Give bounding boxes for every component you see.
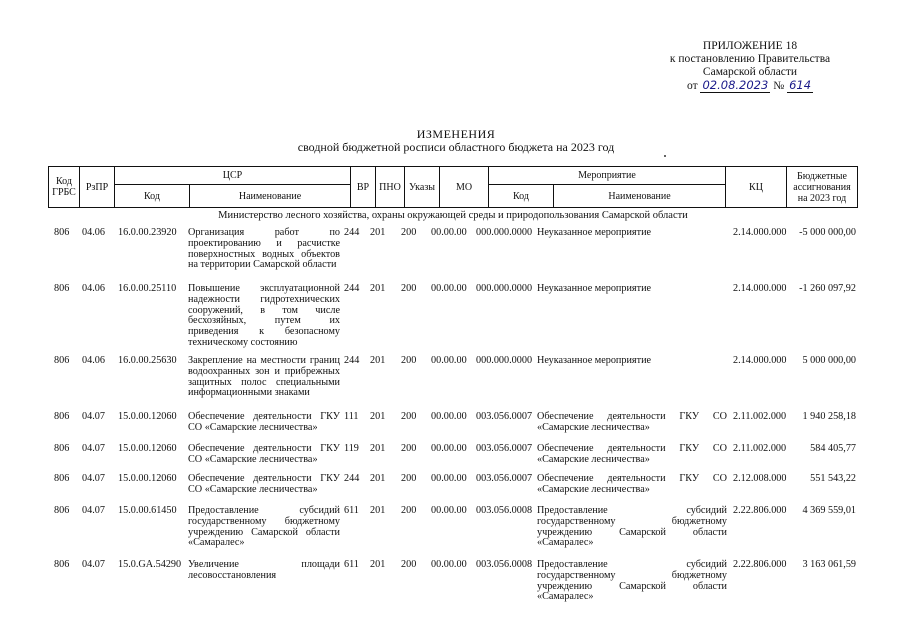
cell-ukaz: 200 — [401, 411, 417, 422]
cell-rzpr: 04.07 — [82, 505, 105, 516]
cell-grbs: 806 — [54, 411, 70, 422]
cell-sum: 551 543,22 — [810, 473, 856, 484]
table-row — [48, 474, 858, 504]
cell-meropr-kod: 003.056.0008 — [476, 505, 533, 516]
cell-grbs: 806 — [54, 283, 70, 294]
cell-meropr-name: Обеспечение деятельности ГКУ СО «Самарские лесничества» — [537, 443, 727, 465]
cell-ukaz: 200 — [401, 355, 417, 366]
cell-vr: 244 — [344, 227, 360, 238]
cell-mo: 00.00.00 — [431, 443, 467, 454]
table-row — [48, 412, 858, 442]
cell-ukaz: 200 — [401, 283, 417, 294]
header-csr: ЦСР — [115, 167, 351, 185]
table-row — [48, 506, 858, 558]
cell-sum: -1 260 097,92 — [799, 283, 856, 294]
cell-sum: -5 000 000,00 — [799, 227, 856, 238]
cell-grbs: 806 — [54, 355, 70, 366]
handwritten-date: 02.08.2023 — [702, 78, 769, 92]
cell-csr-name: Закрепление на местности границ водоохранных зон и прибрежных защитных полос специальными информационными знаками — [188, 355, 340, 399]
cell-rzpr: 04.06 — [82, 355, 105, 366]
table-row — [48, 284, 858, 354]
cell-grbs: 806 — [54, 473, 70, 484]
cell-grbs: 806 — [54, 559, 70, 570]
header-kc: КЦ — [726, 167, 787, 208]
cell-kc: 2.22.806.000 — [733, 559, 787, 570]
cell-sum: 5 000 000,00 — [802, 355, 856, 366]
cell-pno: 201 — [370, 505, 386, 516]
cell-rzpr: 04.06 — [82, 227, 105, 238]
cell-kc: 2.14.000.000 — [733, 227, 787, 238]
header-csr-kod: Код — [115, 185, 190, 208]
cell-rzpr: 04.07 — [82, 443, 105, 454]
cell-pno: 201 — [370, 355, 386, 366]
header-ukaz: Указы — [405, 167, 440, 208]
cell-meropr-kod: 003.056.0007 — [476, 473, 533, 484]
cell-pno: 201 — [370, 473, 386, 484]
cell-meropr-name: Предоставление субсидий государственному бюджетному учреждению Самарской области «Самаралес» — [537, 505, 727, 549]
cell-sum: 3 163 061,59 — [802, 559, 856, 570]
cell-vr: 244 — [344, 355, 360, 366]
cell-vr: 111 — [344, 411, 359, 422]
cell-kc: 2.14.000.000 — [733, 283, 787, 294]
table-row — [48, 444, 858, 472]
header-meropr-name: Наименование — [554, 185, 726, 208]
header-meropr-kod: Код — [489, 185, 554, 208]
cell-csr-name: Повышение эксплуатационной надежности гидротехнических сооружений, в том числе бесхозяйных, путем их приведения к безопасному техническому состоянию — [188, 283, 340, 348]
cell-meropr-kod: 000.000.0000 — [476, 227, 533, 238]
cell-csr-kod: 15.0.00.12060 — [118, 473, 177, 484]
cell-sum: 4 369 559,01 — [802, 505, 856, 516]
cell-csr-kod: 16.0.00.25630 — [118, 355, 177, 366]
cell-mo: 00.00.00 — [431, 411, 467, 422]
cell-grbs: 806 — [54, 443, 70, 454]
header-grbs: Код ГРБС — [49, 167, 80, 208]
header-mo: МО — [440, 167, 489, 208]
cell-meropr-name: Обеспечение деятельности ГКУ СО «Самарские лесничества» — [537, 411, 727, 433]
cell-vr: 611 — [344, 559, 359, 570]
header-pno: ПНО — [376, 167, 405, 208]
cell-kc: 2.22.806.000 — [733, 505, 787, 516]
cell-vr: 119 — [344, 443, 359, 454]
cell-mo: 00.00.00 — [431, 355, 467, 366]
handwritten-number: 614 — [789, 78, 812, 92]
cell-csr-kod: 15.0.00.61450 — [118, 505, 177, 516]
cell-meropr-name: Неуказанное мероприятие — [537, 283, 652, 294]
cell-vr: 244 — [344, 283, 360, 294]
cell-meropr-name: Обеспечение деятельности ГКУ СО «Самарские лесничества» — [537, 473, 727, 495]
number-prefix: № — [773, 80, 785, 92]
cell-rzpr: 04.07 — [82, 473, 105, 484]
cell-rzpr: 04.06 — [82, 283, 105, 294]
cell-csr-kod: 16.0.00.25110 — [118, 283, 177, 294]
cell-vr: 244 — [344, 473, 360, 484]
cell-csr-name: Увеличение площади лесовосстановления — [188, 559, 340, 581]
cell-meropr-kod: 000.000.0000 — [476, 283, 533, 294]
cell-csr-kod: 15.0.00.12060 — [118, 443, 177, 454]
cell-meropr-kod: 000.000.0000 — [476, 355, 533, 366]
cell-grbs: 806 — [54, 227, 70, 238]
table-header — [48, 166, 858, 208]
cell-meropr-name: Неуказанное мероприятие — [537, 355, 652, 366]
cell-ukaz: 200 — [401, 559, 417, 570]
cell-meropr-kod: 003.056.0007 — [476, 411, 533, 422]
cell-sum: 1 940 258,18 — [802, 411, 856, 422]
cell-mo: 00.00.00 — [431, 227, 467, 238]
cell-kc: 2.12.008.000 — [733, 473, 787, 484]
cell-csr-kod: 15.0.00.12060 — [118, 411, 177, 422]
cell-pno: 201 — [370, 227, 386, 238]
table-row — [48, 559, 858, 603]
header-rzpr: РзПР — [80, 167, 115, 208]
ministry-heading: Министерство лесного хозяйства, охраны окружающей среды и природопользования Самарской области — [218, 210, 688, 221]
cell-meropr-kod: 003.056.0007 — [476, 443, 533, 454]
cell-csr-name: Обеспечение деятельности ГКУ СО «Самарские лесничества» — [188, 411, 340, 433]
appendix-line-resolution: к постановлению Правительства — [669, 53, 831, 65]
cell-grbs: 806 — [54, 505, 70, 516]
cell-csr-name: Обеспечение деятельности ГКУ СО «Самарские лесничества» — [188, 473, 340, 495]
appendix-block — [650, 40, 850, 93]
cell-vr: 611 — [344, 505, 359, 516]
cell-meropr-name: Неуказанное мероприятие — [537, 227, 652, 238]
cell-csr-name: Предоставление субсидий государственному бюджетному учреждению Самарской области «Самаралес» — [188, 505, 340, 549]
cell-mo: 00.00.00 — [431, 473, 467, 484]
cell-csr-kod: 15.0.GA.54290 — [118, 559, 182, 570]
date-prefix: от — [686, 80, 698, 92]
cell-rzpr: 04.07 — [82, 411, 105, 422]
table-row — [48, 356, 858, 410]
cell-csr-name: Организация работ по проектированию и расчистке поверхностных водных объектов на территории Самарской области — [188, 227, 340, 271]
cell-ukaz: 200 — [401, 505, 417, 516]
cell-pno: 201 — [370, 283, 386, 294]
cell-csr-kod: 16.0.00.23920 — [118, 227, 177, 238]
cell-rzpr: 04.07 — [82, 559, 105, 570]
title-main: ИЗМЕНЕНИЯ — [416, 127, 496, 141]
cell-pno: 201 — [370, 559, 386, 570]
header-csr-name: Наименование — [190, 185, 351, 208]
cell-csr-name: Обеспечение деятельности ГКУ СО «Самарские лесничества» — [188, 443, 340, 465]
cell-kc: 2.11.002.000 — [733, 443, 787, 454]
cell-meropr-kod: 003.056.0008 — [476, 559, 533, 570]
header-meropriyatie: Мероприятие — [489, 167, 726, 185]
scan-speck — [664, 155, 666, 157]
header-sum: Бюджетные ассигнования на 2023 год — [787, 167, 858, 208]
cell-mo: 00.00.00 — [431, 505, 467, 516]
header-vr: ВР — [351, 167, 376, 208]
table-row — [48, 228, 858, 282]
cell-ukaz: 200 — [401, 473, 417, 484]
cell-kc: 2.14.000.000 — [733, 355, 787, 366]
cell-pno: 201 — [370, 411, 386, 422]
document-title — [0, 128, 912, 154]
cell-sum: 584 405,77 — [810, 443, 856, 454]
title-sub: сводной бюджетной росписи областного бюджета на 2023 год — [297, 140, 615, 154]
cell-meropr-name: Предоставление субсидий государственному бюджетному учреждению Самарской области «Самаралес» — [537, 559, 727, 603]
appendix-date-line — [650, 79, 850, 93]
cell-pno: 201 — [370, 443, 386, 454]
cell-ukaz: 200 — [401, 443, 417, 454]
cell-mo: 00.00.00 — [431, 283, 467, 294]
appendix-line-region: Самарской области — [702, 66, 798, 78]
cell-kc: 2.11.002.000 — [733, 411, 787, 422]
cell-mo: 00.00.00 — [431, 559, 467, 570]
cell-ukaz: 200 — [401, 227, 417, 238]
appendix-title: ПРИЛОЖЕНИЕ 18 — [702, 40, 798, 52]
